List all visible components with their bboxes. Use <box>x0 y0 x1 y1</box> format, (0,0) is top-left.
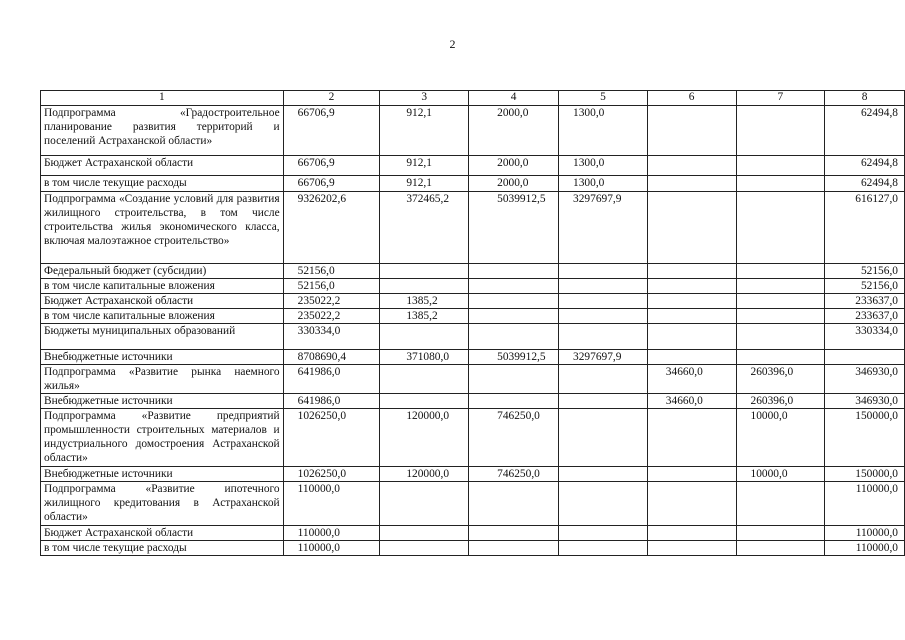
row-label: Подпрограмма «Развитие ипотечного жилищного кредитования в Астраханской области» <box>41 482 284 526</box>
cell-col-3: 1385,2 <box>380 294 469 309</box>
cell-col-5 <box>559 365 648 394</box>
cell-col-8: 52156,0 <box>825 264 905 279</box>
cell-col-6 <box>647 264 736 279</box>
table-row <box>41 324 905 350</box>
row-label: Федеральный бюджет (субсидии) <box>41 264 284 279</box>
cell-col-2: 110000,0 <box>283 541 380 556</box>
table-row <box>41 294 905 309</box>
row-label: Бюджеты муниципальных образований <box>41 324 284 350</box>
cell-col-8: 233637,0 <box>825 309 905 324</box>
column-header-5: 5 <box>559 91 648 106</box>
cell-col-4 <box>469 324 559 350</box>
table-row <box>41 482 905 526</box>
cell-col-2: 110000,0 <box>283 482 380 526</box>
row-label: Подпрограмма «Градостроительное планирование развития территорий и поселений Астраханской области» <box>41 106 284 156</box>
cell-col-7 <box>736 482 825 526</box>
cell-col-7 <box>736 264 825 279</box>
cell-col-4 <box>469 264 559 279</box>
cell-col-8: 62494,8 <box>825 106 905 156</box>
cell-col-6 <box>647 526 736 541</box>
table-body <box>41 106 905 556</box>
cell-col-2: 641986,0 <box>283 394 380 409</box>
cell-col-8: 110000,0 <box>825 482 905 526</box>
cell-col-5 <box>559 541 648 556</box>
cell-col-2: 235022,2 <box>283 309 380 324</box>
cell-col-8: 62494,8 <box>825 176 905 192</box>
budget-table <box>40 90 905 556</box>
cell-col-6 <box>647 294 736 309</box>
cell-col-8: 233637,0 <box>825 294 905 309</box>
cell-col-8: 150000,0 <box>825 409 905 467</box>
cell-col-8: 110000,0 <box>825 526 905 541</box>
cell-col-5 <box>559 394 648 409</box>
table-row <box>41 279 905 294</box>
cell-col-4: 2000,0 <box>469 156 559 176</box>
cell-col-8: 616127,0 <box>825 192 905 264</box>
cell-col-7 <box>736 309 825 324</box>
header-row <box>41 91 905 106</box>
table-row <box>41 365 905 394</box>
cell-col-7: 260396,0 <box>736 394 825 409</box>
cell-col-5: 3297697,9 <box>559 350 648 365</box>
cell-col-3 <box>380 526 469 541</box>
cell-col-7 <box>736 156 825 176</box>
cell-col-7 <box>736 294 825 309</box>
row-label: Внебюджетные источники <box>41 467 284 482</box>
row-label: Бюджет Астраханской области <box>41 156 284 176</box>
column-header-2: 2 <box>283 91 380 106</box>
cell-col-5: 1300,0 <box>559 156 648 176</box>
cell-col-8 <box>825 350 905 365</box>
cell-col-7 <box>736 176 825 192</box>
cell-col-5 <box>559 526 648 541</box>
cell-col-5 <box>559 324 648 350</box>
column-header-3: 3 <box>380 91 469 106</box>
cell-col-2: 1026250,0 <box>283 467 380 482</box>
cell-col-4: 5039912,5 <box>469 350 559 365</box>
row-label: Подпрограмма «Развитие рынка наемного жилья» <box>41 365 284 394</box>
table-row <box>41 394 905 409</box>
cell-col-6 <box>647 106 736 156</box>
cell-col-8: 346930,0 <box>825 365 905 394</box>
cell-col-7 <box>736 324 825 350</box>
cell-col-8: 150000,0 <box>825 467 905 482</box>
cell-col-7: 10000,0 <box>736 467 825 482</box>
cell-col-4 <box>469 394 559 409</box>
cell-col-7 <box>736 106 825 156</box>
column-header-6: 6 <box>647 91 736 106</box>
cell-col-6 <box>647 279 736 294</box>
cell-col-6 <box>647 324 736 350</box>
cell-col-6 <box>647 467 736 482</box>
cell-col-7 <box>736 279 825 294</box>
cell-col-7 <box>736 541 825 556</box>
cell-col-3: 371080,0 <box>380 350 469 365</box>
cell-col-6 <box>647 309 736 324</box>
cell-col-8: 110000,0 <box>825 541 905 556</box>
cell-col-6 <box>647 192 736 264</box>
column-header-1: 1 <box>41 91 284 106</box>
row-label: Бюджет Астраханской области <box>41 526 284 541</box>
row-label: Бюджет Астраханской области <box>41 294 284 309</box>
row-label: Подпрограмма «Развитие предприятий промышленности строительных материалов и индустриального домостроения Астраханской области» <box>41 409 284 467</box>
cell-col-2: 52156,0 <box>283 264 380 279</box>
cell-col-3 <box>380 324 469 350</box>
table-row <box>41 156 905 176</box>
cell-col-3: 120000,0 <box>380 409 469 467</box>
cell-col-2: 66706,9 <box>283 156 380 176</box>
cell-col-6 <box>647 482 736 526</box>
cell-col-4 <box>469 279 559 294</box>
cell-col-4: 2000,0 <box>469 106 559 156</box>
cell-col-5: 1300,0 <box>559 176 648 192</box>
cell-col-8: 346930,0 <box>825 394 905 409</box>
cell-col-3: 912,1 <box>380 106 469 156</box>
cell-col-4 <box>469 482 559 526</box>
cell-col-3 <box>380 394 469 409</box>
cell-col-8: 62494,8 <box>825 156 905 176</box>
cell-col-3 <box>380 482 469 526</box>
cell-col-5: 3297697,9 <box>559 192 648 264</box>
cell-col-3 <box>380 279 469 294</box>
table-row <box>41 309 905 324</box>
table-row <box>41 409 905 467</box>
cell-col-5 <box>559 264 648 279</box>
cell-col-6 <box>647 350 736 365</box>
cell-col-3: 372465,2 <box>380 192 469 264</box>
cell-col-3: 912,1 <box>380 156 469 176</box>
cell-col-4: 2000,0 <box>469 176 559 192</box>
cell-col-5 <box>559 294 648 309</box>
cell-col-3 <box>380 541 469 556</box>
row-label: Внебюджетные источники <box>41 394 284 409</box>
table-row <box>41 106 905 156</box>
column-header-7: 7 <box>736 91 825 106</box>
row-label: в том числе капитальные вложения <box>41 279 284 294</box>
cell-col-3 <box>380 264 469 279</box>
cell-col-2: 330334,0 <box>283 324 380 350</box>
cell-col-7 <box>736 192 825 264</box>
cell-col-3: 1385,2 <box>380 309 469 324</box>
cell-col-7: 260396,0 <box>736 365 825 394</box>
cell-col-2: 641986,0 <box>283 365 380 394</box>
page-number: 2 <box>449 37 456 51</box>
cell-col-4 <box>469 365 559 394</box>
cell-col-2: 235022,2 <box>283 294 380 309</box>
cell-col-4 <box>469 541 559 556</box>
cell-col-2: 66706,9 <box>283 176 380 192</box>
cell-col-2: 110000,0 <box>283 526 380 541</box>
row-label: Подпрограмма «Создание условий для развития жилищного строительства, в том числе строительства жилья экономического класса, включая малоэтажное строительство» <box>41 192 284 264</box>
cell-col-5 <box>559 279 648 294</box>
cell-col-6 <box>647 156 736 176</box>
table-row <box>41 264 905 279</box>
cell-col-8: 52156,0 <box>825 279 905 294</box>
table-row <box>41 541 905 556</box>
cell-col-7: 10000,0 <box>736 409 825 467</box>
row-label: в том числе текущие расходы <box>41 176 284 192</box>
table-row <box>41 176 905 192</box>
cell-col-2: 66706,9 <box>283 106 380 156</box>
cell-col-4: 746250,0 <box>469 467 559 482</box>
cell-col-2: 8708690,4 <box>283 350 380 365</box>
cell-col-2: 1026250,0 <box>283 409 380 467</box>
table-row <box>41 467 905 482</box>
cell-col-2: 9326202,6 <box>283 192 380 264</box>
table-row <box>41 350 905 365</box>
cell-col-7 <box>736 350 825 365</box>
cell-col-4 <box>469 526 559 541</box>
table-row <box>41 192 905 264</box>
cell-col-8: 330334,0 <box>825 324 905 350</box>
cell-col-3 <box>380 365 469 394</box>
cell-col-4 <box>469 309 559 324</box>
cell-col-5 <box>559 482 648 526</box>
cell-col-5 <box>559 467 648 482</box>
cell-col-6: 34660,0 <box>647 365 736 394</box>
cell-col-7 <box>736 526 825 541</box>
cell-col-6: 34660,0 <box>647 394 736 409</box>
table-row <box>41 526 905 541</box>
cell-col-4: 746250,0 <box>469 409 559 467</box>
cell-col-3: 120000,0 <box>380 467 469 482</box>
cell-col-5 <box>559 309 648 324</box>
cell-col-2: 52156,0 <box>283 279 380 294</box>
cell-col-4: 5039912,5 <box>469 192 559 264</box>
cell-col-6 <box>647 176 736 192</box>
cell-col-3: 912,1 <box>380 176 469 192</box>
cell-col-4 <box>469 294 559 309</box>
column-header-4: 4 <box>469 91 559 106</box>
row-label: в том числе текущие расходы <box>41 541 284 556</box>
cell-col-6 <box>647 409 736 467</box>
row-label: в том числе капитальные вложения <box>41 309 284 324</box>
row-label: Внебюджетные источники <box>41 350 284 365</box>
cell-col-5 <box>559 409 648 467</box>
cell-col-5: 1300,0 <box>559 106 648 156</box>
cell-col-6 <box>647 541 736 556</box>
column-header-8: 8 <box>825 91 905 106</box>
